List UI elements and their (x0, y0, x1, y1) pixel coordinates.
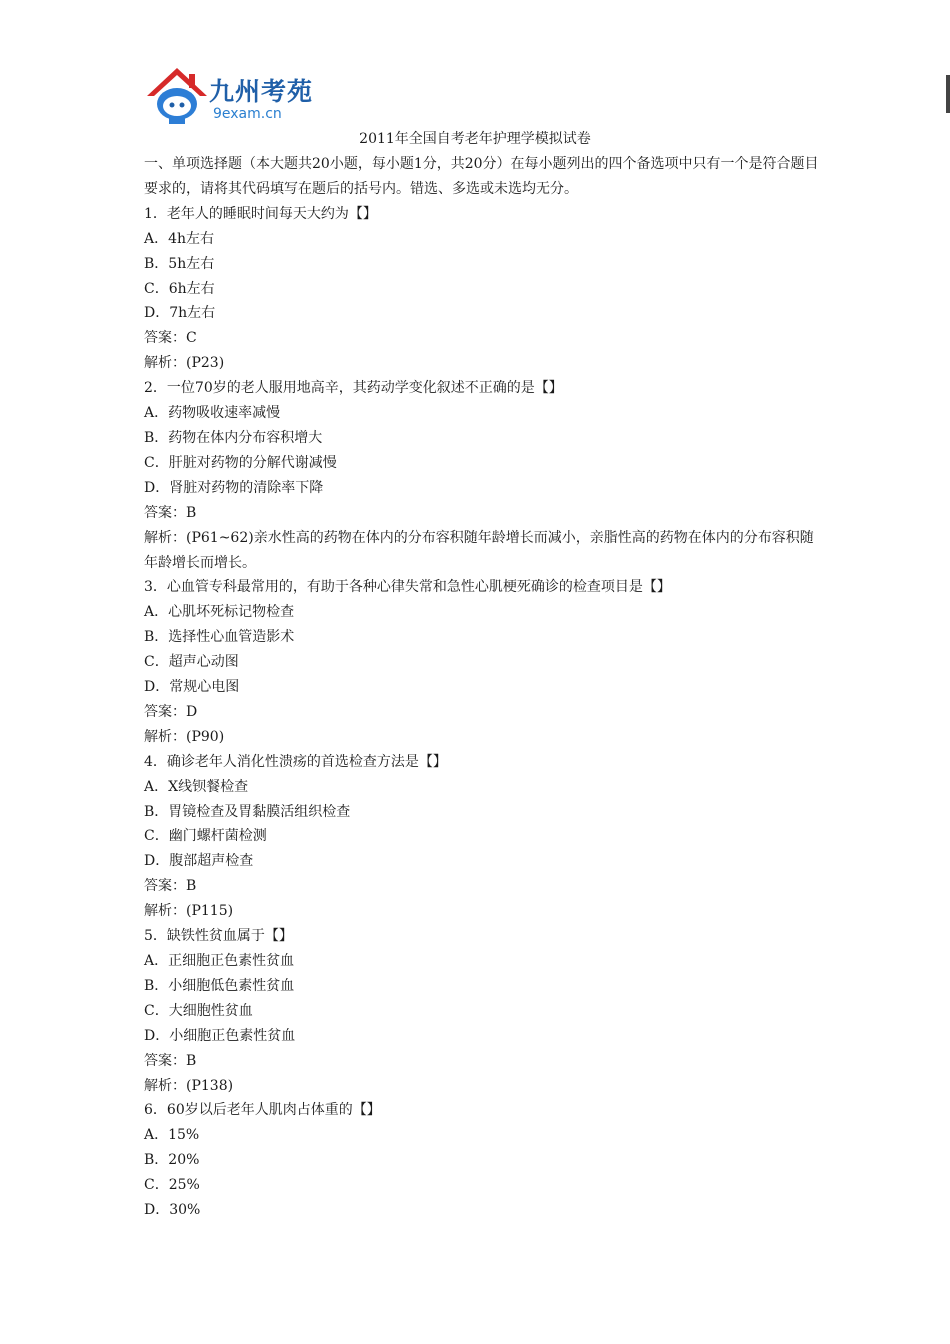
option: A．15% (144, 1127, 200, 1144)
answer: 答案：B (144, 878, 197, 895)
option: C．大细胞性贫血 (144, 1002, 253, 1019)
question (144, 1098, 824, 1223)
document-title: 2011年全国自考老年护理学模拟试卷 (359, 131, 591, 147)
analysis: 解析：(P61~62)亲水性高的药物在体内的分布容积随年龄增长而减小，亲脂性高的药物在体内的分布容积随年龄增长而增长。 (144, 529, 814, 571)
question-stem: 1．老年人的睡眠时间每天大约为【】 (144, 205, 377, 222)
analysis: 解析：(P23) (144, 355, 225, 372)
option: A．X线钡餐检查 (144, 778, 249, 795)
option: D．30% (144, 1202, 201, 1219)
answer: 答案：B (144, 504, 197, 521)
question (144, 924, 824, 1098)
analysis: 解析：(P138) (144, 1077, 234, 1094)
logo-text-en: 9exam.cn (213, 106, 282, 122)
option: C．幽门螺杆菌检测 (144, 828, 267, 845)
question (144, 575, 824, 749)
question-stem: 4．确诊老年人消化性溃疡的首选检查方法是【】 (144, 753, 447, 770)
section-intro: 一、单项选择题（本大题共20小题，每小题1分，共20分）在每小题列出的四个备选项中只有一个是符合题目要求的，请将其代码填写在题后的括号内。错选、多选或未选均无分。 (144, 156, 819, 197)
option: A．4h左右 (144, 230, 215, 247)
option: C．6h左右 (144, 280, 215, 297)
analysis: 解析：(P115) (144, 903, 234, 920)
option: D．肾脏对药物的清除率下降 (144, 479, 324, 496)
option: B．20% (144, 1152, 200, 1169)
document-content (144, 152, 824, 1223)
option: D．小细胞正色素性贫血 (144, 1027, 296, 1044)
analysis: 解析：(P90) (144, 728, 225, 745)
logo-mascot-icon (145, 66, 209, 126)
option: B．药物在体内分布容积增大 (144, 429, 323, 446)
option: B．5h左右 (144, 255, 215, 272)
option: B．胃镜检查及胃黏膜活组织检查 (144, 803, 351, 820)
answer: 答案：C (144, 330, 197, 347)
question-stem: 3．心血管专科最常用的，有助于各种心律失常和急性心肌梗死确诊的检查项目是【】 (144, 579, 671, 596)
question-stem: 6．60岁以后老年人肌肉占体重的【】 (144, 1102, 381, 1119)
option: B．小细胞低色素性贫血 (144, 977, 295, 994)
edge-mark (946, 75, 950, 113)
option: A．心肌坏死标记物检查 (144, 604, 295, 621)
logo (145, 66, 313, 126)
option: A．正细胞正色素性贫血 (144, 953, 295, 969)
option: A．药物吸收速率减慢 (144, 405, 281, 422)
option: D．常规心电图 (144, 679, 240, 696)
question-stem: 5．缺铁性贫血属于【】 (144, 928, 293, 945)
option: D．7h左右 (144, 305, 216, 322)
question (144, 202, 824, 376)
option: C．超声心动图 (144, 654, 239, 671)
logo-text-cn: 九州考苑 (209, 77, 314, 106)
option: B．选择性心血管造影术 (144, 629, 295, 646)
question (144, 750, 824, 924)
option: D．腹部超声检查 (144, 853, 254, 870)
answer: 答案：B (144, 1052, 197, 1069)
answer: 答案：D (144, 703, 198, 720)
question (144, 376, 824, 575)
question-stem: 2．一位70岁的老人服用地高辛，其药动学变化叙述不正确的是【】 (144, 380, 563, 397)
option: C．25% (144, 1177, 200, 1194)
option: C．肝脏对药物的分解代谢减慢 (144, 454, 337, 471)
